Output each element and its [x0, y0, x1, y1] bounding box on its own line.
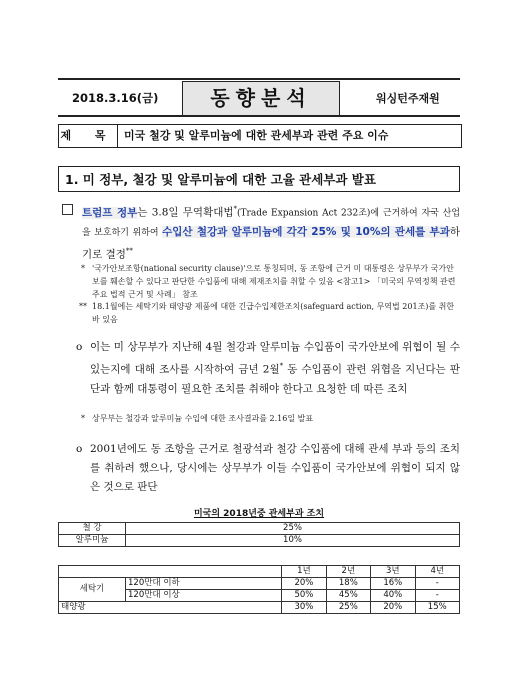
table-cell: 세탁기: [59, 578, 126, 602]
footnote-text: '국가안보조항(national security clause)'으로 통칭되며, 동 조항에 근거 미 대통령은 상무부가 국가안보를 훼손할 수 있다고 판단한 수입품에 대해 제재조치를 취할 수 있음 <참고1> 「미국의 무역정책 관련 주요 법적 근거 및 사례」 참조: [92, 264, 456, 299]
paragraph-main: [82, 200, 460, 263]
para-text: (Trade Expansion Act 232조)에 근거하여 자국 산업을 보호하기 위하여: [82, 208, 461, 238]
footnote-3: [81, 412, 460, 425]
footnote-star: **: [79, 302, 87, 311]
bullet-text: 2001년에도 동 조항을 근거로 철광석과 철강 수입품에 대해 관세 부과 등의 조치를 취하려 했으나, 당시에는 상무부가 이들 수입품이 국가안보에 위협이 되지 않은 것으로 판단: [90, 443, 460, 493]
table-header-cell: 1년: [282, 566, 326, 578]
table-cell: 25%: [326, 602, 370, 614]
footnote-star: *: [81, 264, 85, 273]
table-header-cell: 2년: [326, 566, 370, 578]
footnote-marker: **: [125, 246, 133, 255]
table-header-cell: 4년: [415, 566, 460, 578]
table-cell: 10%: [126, 535, 460, 547]
table-cell: 20%: [282, 578, 326, 590]
footnote-2: [79, 300, 460, 326]
para-text: 하기로 결정: [82, 225, 460, 260]
table-cell: -: [415, 578, 460, 590]
trump-government-text: 트럼프 정부: [82, 206, 138, 219]
footnote-1: [81, 262, 460, 301]
footnote-star: *: [81, 414, 85, 423]
table-row: [59, 523, 460, 535]
table-row: [59, 578, 460, 590]
table-header-row: [59, 566, 460, 578]
bullet-marker: o: [76, 443, 83, 455]
table-row: [59, 602, 460, 614]
table-cell: 태양광: [59, 602, 282, 614]
table-header-cell: 3년: [371, 566, 415, 578]
table-cell: 철 강: [59, 523, 126, 535]
table-cell: 18%: [326, 578, 370, 590]
table-row: [59, 535, 460, 547]
page-title: 동향분석: [182, 81, 340, 116]
subject-text: 미국 철강 및 알루미늄에 대한 관세부과 관련 주요 이슈: [124, 129, 389, 142]
para-text: 는 3.8일 무역확대법: [137, 206, 234, 219]
bullet-paragraph-2: [76, 440, 460, 497]
header-top-rule: [58, 78, 460, 80]
organization: 워싱턴주재원: [376, 92, 440, 105]
subject-box: [58, 124, 462, 148]
table-caption-text: 미국의 2018년중 관세부과 조치: [193, 509, 325, 519]
table-caption: [58, 506, 460, 519]
section-heading: 1. 미 정부, 철강 및 알루미늄에 대한 고율 관세부과 발표: [58, 166, 460, 192]
header-bottom-rule: [58, 115, 460, 117]
table-cell: 15%: [415, 602, 460, 614]
table-cell: 45%: [326, 590, 370, 602]
table-cell: -: [415, 590, 460, 602]
table-cell: 30%: [282, 602, 326, 614]
bullet-text: 동 수입품이 관련 위협을 지닌다는 판단과 함께 대통령이 필요한 조치를 취해야 한다고 요청한 데 따른 조치: [90, 363, 461, 395]
table-cell: 20%: [371, 602, 415, 614]
table-cell-empty: [59, 566, 282, 578]
table-cell: 25%: [126, 523, 460, 535]
bullet-marker: o: [76, 341, 83, 353]
footnote-text: 18.1월에는 세탁기와 태양광 제품에 대한 긴급수입제한조치(safeguard action, 무역법 201조)를 취한 바 있음: [92, 302, 455, 324]
table-cell: 알루미늄: [59, 535, 126, 547]
tariff-table-bottom: [58, 565, 460, 614]
tariff-table-top: [58, 522, 460, 547]
subject-label: 제 목: [59, 125, 118, 147]
footnote-marker: *: [233, 205, 238, 213]
footnote-marker: *: [279, 362, 284, 370]
bullet-text: 이는 미 상무부가 지난해 4월 철강과 알루미늄 수입품이 국가안보에 위협이 될 수 있는지에 대해 조사를 시작하여 금년 2월: [90, 341, 460, 376]
table-cell: 120만대 이상: [126, 590, 282, 602]
table-cell: 40%: [371, 590, 415, 602]
tariff-highlight-text: 수입산 철강과 알루미늄에 각각 25% 및 10%의 관세를 부과: [162, 225, 450, 238]
table-cell: 120만대 이하: [126, 578, 282, 590]
table-cell: 50%: [282, 590, 326, 602]
bullet-paragraph-1: [76, 338, 461, 399]
checkbox-square-icon: [62, 204, 73, 215]
footnote-text: 상무부는 철강과 알루미늄 수입에 대한 조사결과를 2.16일 발표: [92, 414, 314, 423]
table-cell: 16%: [371, 578, 415, 590]
report-date: 2018.3.16(금): [72, 91, 159, 105]
